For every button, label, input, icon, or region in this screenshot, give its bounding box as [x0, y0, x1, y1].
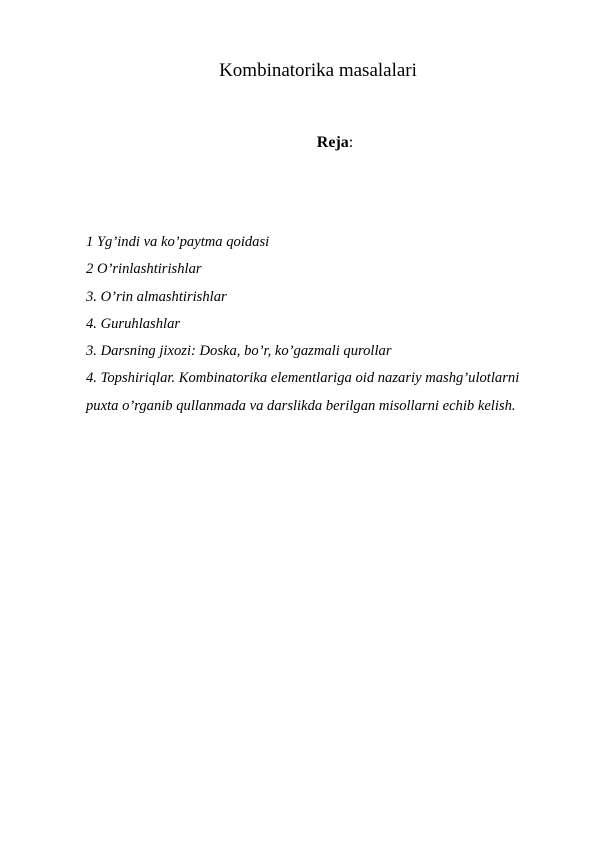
plan-item-5: 3. Darsning jixozi: Doska, bo’r, ko’gazmali qurollar: [86, 343, 392, 360]
plan-item-6: 4. Topshiriqlar. Kombinatorika elementlariga oid nazariy mashg’ulotlarni puxta o’rganib qullanmada va darslikda berilgan misollarni echib kelish.: [86, 370, 520, 414]
plan-colon: :: [348, 134, 354, 151]
plan-label: Reja: [316, 134, 349, 151]
plan-item-1: 1 Yg’indi va ko’paytma qoidasi: [86, 234, 270, 250]
plan-list: [86, 229, 526, 420]
plan-item-2: 2 O’rinlashtirishlar: [86, 261, 202, 278]
document-title: Kombinatorika masalalari: [219, 60, 417, 81]
plan-item-4: 4. Guruhlashlar: [86, 315, 181, 332]
plan-item-3: 3. O’rin almashtirishlar: [86, 288, 227, 305]
plan-heading: [0, 132, 596, 154]
